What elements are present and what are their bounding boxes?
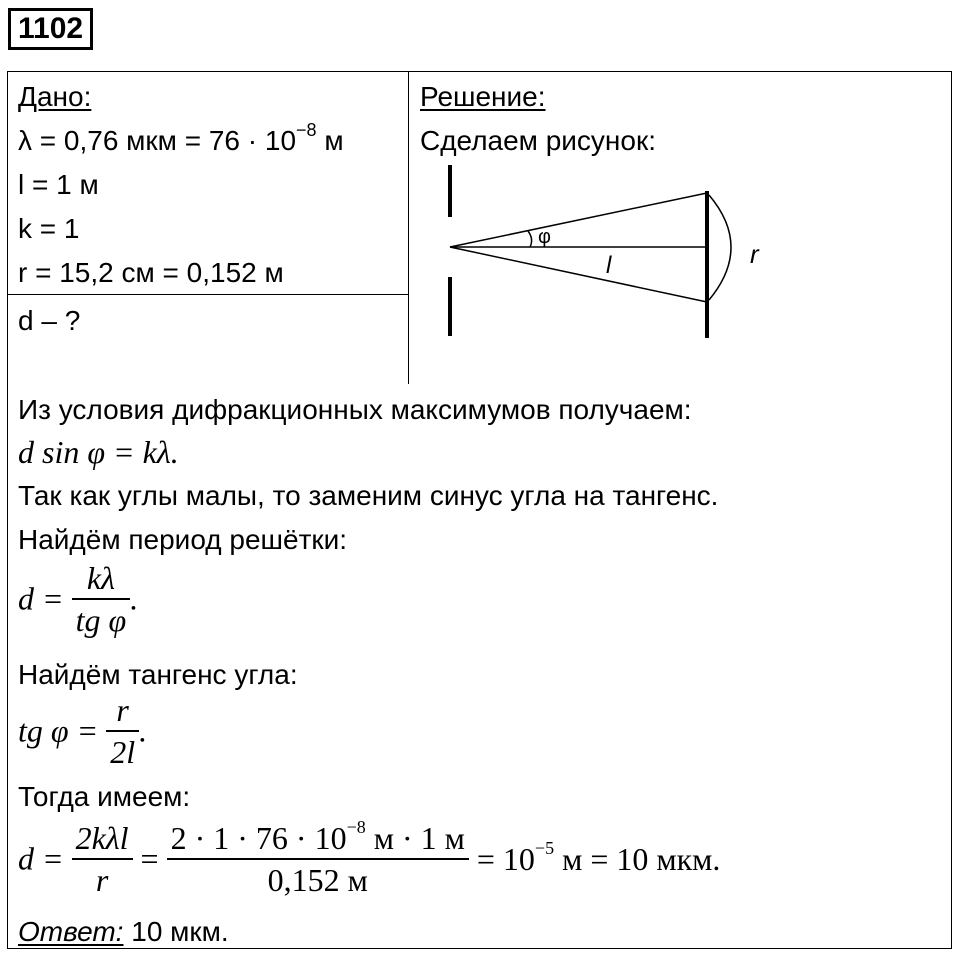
paragraph-find-tangent: Найдём тангенс угла: bbox=[18, 659, 298, 690]
given-find-divider bbox=[7, 294, 409, 295]
solution-heading: Решение: bbox=[420, 81, 546, 112]
paragraph-then: Тогда имеем: bbox=[18, 781, 191, 812]
answer-label: Ответ: bbox=[18, 916, 124, 947]
answer-value: 10 мкм. bbox=[123, 916, 229, 947]
ray-lower bbox=[450, 247, 707, 302]
column-divider bbox=[408, 71, 409, 384]
find-d: d – ? bbox=[18, 305, 81, 336]
equation-final: d = $\frac{\text{2kλl}}{r}$ = $\frac{2 \cdot 1 \cdot 76 \cdot 10^{-8} м \cdot 1 м}{0,152 м}$ = $10^{-5}$ м = 10 мкм. bbox=[18, 817, 721, 898]
paragraph-find-period: Найдём период решётки: bbox=[18, 524, 348, 555]
equation-tangent: tg φ = $\frac{r}{2l}$ . bbox=[18, 692, 148, 770]
problem-number: 1102 bbox=[8, 8, 93, 50]
given-l: l = 1 м bbox=[18, 169, 99, 200]
phi-label: φ bbox=[538, 226, 551, 248]
given-r: r = 15,2 см = 0,152 м bbox=[18, 257, 284, 288]
equation-grating: d sin φ = kλ. bbox=[18, 434, 179, 470]
fraction-tangent: $\frac{r}{2l}$ bbox=[106, 690, 139, 772]
ray-upper bbox=[450, 193, 707, 247]
l-label: l bbox=[606, 252, 612, 279]
given-heading: Дано: bbox=[18, 81, 92, 112]
paragraph-small-angles: Так как углы малы, то заменим синус угла на тангенс. bbox=[18, 480, 719, 511]
diffraction-figure bbox=[420, 155, 780, 345]
equation-period: d = $\frac{k\lambda}{\text{tg φ}}$ . bbox=[18, 560, 139, 638]
given-lambda: λ = 0,76 мкм = $76 \cdot 10^{-8}$ м bbox=[18, 119, 344, 156]
fraction-symbolic: $\frac{\text{2kλl}}{r}$ bbox=[72, 818, 133, 900]
fraction-period: $\frac{k\lambda}{\text{tg φ}}$ bbox=[72, 558, 131, 640]
given-k: k = 1 bbox=[18, 213, 80, 244]
make-figure-text: Сделаем рисунок: bbox=[420, 125, 656, 156]
answer-line bbox=[18, 915, 229, 949]
r-label: r bbox=[750, 239, 759, 269]
lambda-exponent: −8 bbox=[296, 119, 317, 140]
paragraph-max-condition: Из условия дифракционных максимумов получаем: bbox=[18, 394, 692, 425]
fraction-numeric: $\frac{2 \cdot 1 \cdot 76 \cdot 10^{-8} м \cdot 1 м}{0,152 м}$ bbox=[167, 818, 469, 900]
distance-arc bbox=[709, 195, 731, 300]
angle-arc bbox=[528, 231, 532, 247]
